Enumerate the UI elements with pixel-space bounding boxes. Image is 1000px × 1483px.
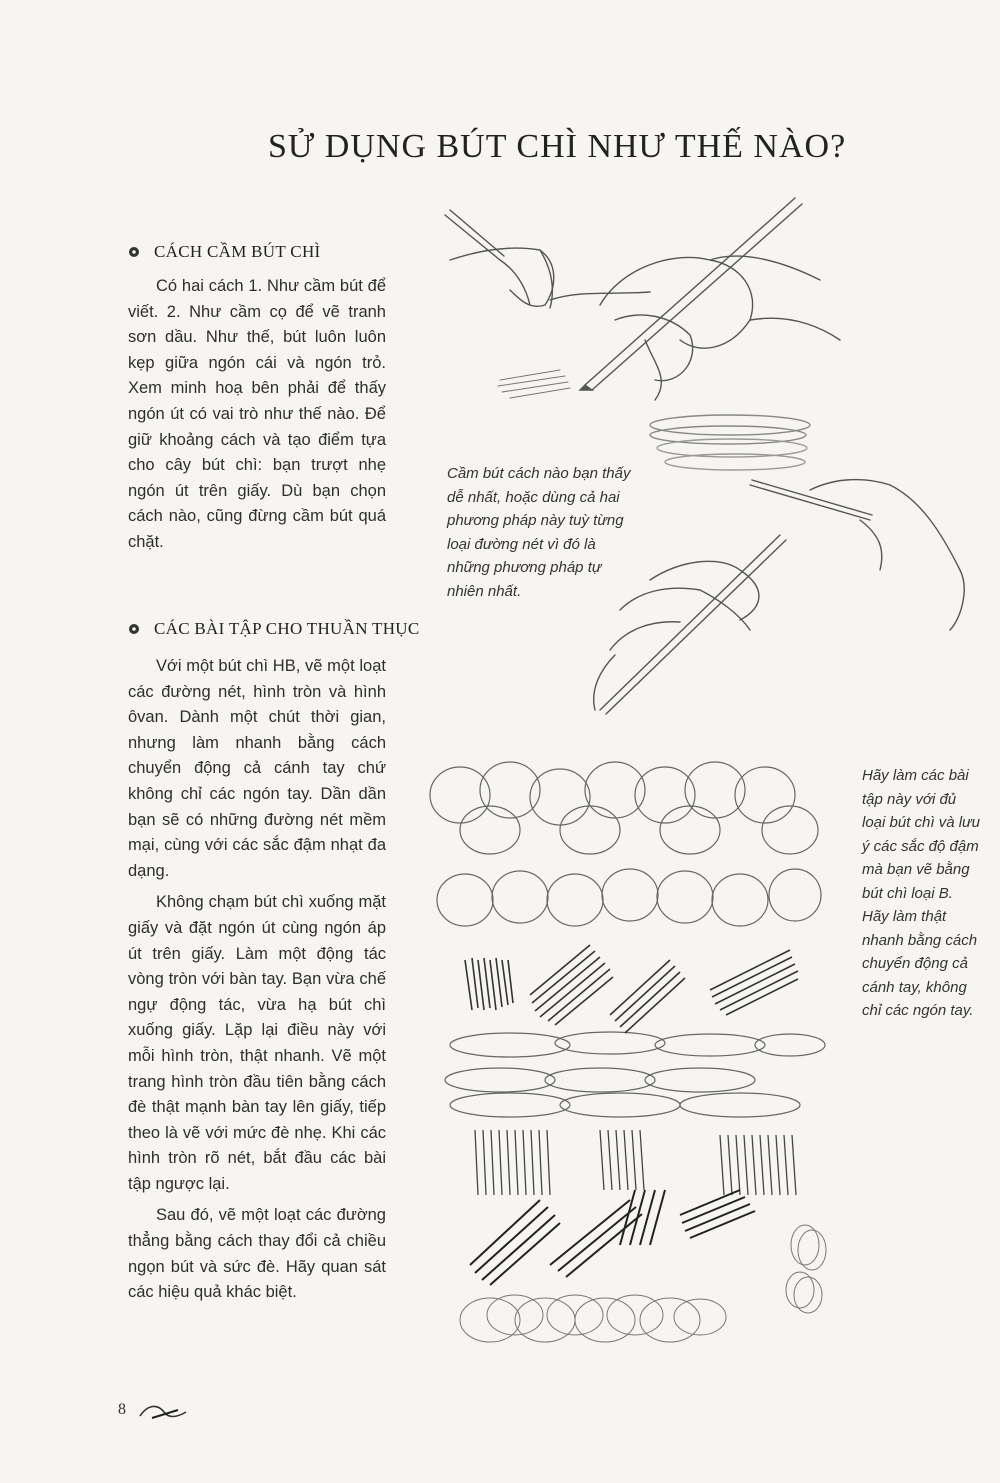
hatch-block xyxy=(465,958,513,1010)
scribble-row xyxy=(460,1225,826,1342)
section-body-exercises xyxy=(128,654,386,1312)
hatch-block xyxy=(610,960,685,1033)
section-heading-holding-pencil xyxy=(128,242,320,262)
hatch-block xyxy=(530,945,613,1025)
paragraph: Với một bút chì HB, vẽ một loạt các đường nét, hình tròn và hình ôvan. Dành một chút thời gian, nhưng làm nhanh bằng cách chuyển động cả cánh tay chứ không chỉ các ngón tay. Dần dần bạn sẽ có những đường nét mềm mại, cùng với các sắc đậm nhạt đa dạng. xyxy=(128,657,386,880)
vertical-hatch-row xyxy=(475,1130,796,1195)
section-heading-exercises xyxy=(128,619,420,639)
page-number: 8 xyxy=(118,1401,126,1418)
paragraph: Có hai cách 1. Như cầm bút để viết. 2. Như cầm cọ để vẽ tranh sơn dầu. Như thế, bút luôn luôn kẹp giữa ngón cái và ngón trỏ. Xem minh hoạ bên phải để thấy ngón út có vai trò như thế nào. Để giữ khoảng cách và tạo điểm tựa cho cây bút chì: bạn trượt nhẹ ngón út trên giấy. Dù bạn chọn cách nào, cũng đừng cầm bút quá chặt. xyxy=(128,277,386,551)
flower-bullet-icon xyxy=(128,623,140,635)
section-heading-text: CÁCH CẦM BÚT CHÌ xyxy=(154,242,321,261)
hand-holding-pencil-illustration xyxy=(440,190,1000,730)
section-body-holding-pencil xyxy=(128,274,386,562)
caption-exercises: Hãy làm các bài tập này với đủ loại bút chì và lưu ý các sắc độ đậm mà bạn vẽ bằng bút chì loại B. Hãy làm thật nhanh bằng cách chuyển động cả cánh tay, không chỉ các ngón tay. xyxy=(862,767,980,1019)
pencil-ornament-icon xyxy=(138,1398,188,1424)
paragraph: Không chạm bút chì xuống mặt giấy và đặt ngón út cùng ngón áp út trên giấy. Làm một động tác vòng tròn với bàn tay. Bạn vừa chế ngự động tác, vừa hạ bút chì xuống giấy. Lặp lại điều này với mỗi hình tròn, thật nhanh. Vẽ một trang hình tròn đầu tiên bằng cách đè thật mạnh bàn tay lên giấy, tiếp theo là vẽ với mức đè nhẹ. Khi các hình tròn rõ nét, bắt đầu các bài tập ngược lại. xyxy=(128,893,386,1193)
page-title: SỬ DỤNG BÚT CHÌ NHƯ THẾ NÀO? xyxy=(268,128,847,165)
hatch-block xyxy=(710,950,798,1015)
section-heading-text: CÁC BÀI TẬP CHO THUẦN THỤC xyxy=(154,619,420,638)
diagonal-hatch-row xyxy=(470,1190,755,1285)
caption-pencil-grip: Cầm bút cách nào bạn thấy dễ nhất, hoặc dùng cả hai phương pháp này tuỳ từng loại đường nét vì đó là những phương pháp tự nhiên nhất. xyxy=(447,465,631,600)
paragraph: Sau đó, vẽ một loạt các đường thẳng bằng cách thay đổi cả chiều ngọn bút và sức đè. Hãy quan sát các hiệu quả khác biệt. xyxy=(128,1206,386,1302)
pencil-exercises-illustration xyxy=(420,745,840,1355)
flower-bullet-icon xyxy=(128,246,140,258)
